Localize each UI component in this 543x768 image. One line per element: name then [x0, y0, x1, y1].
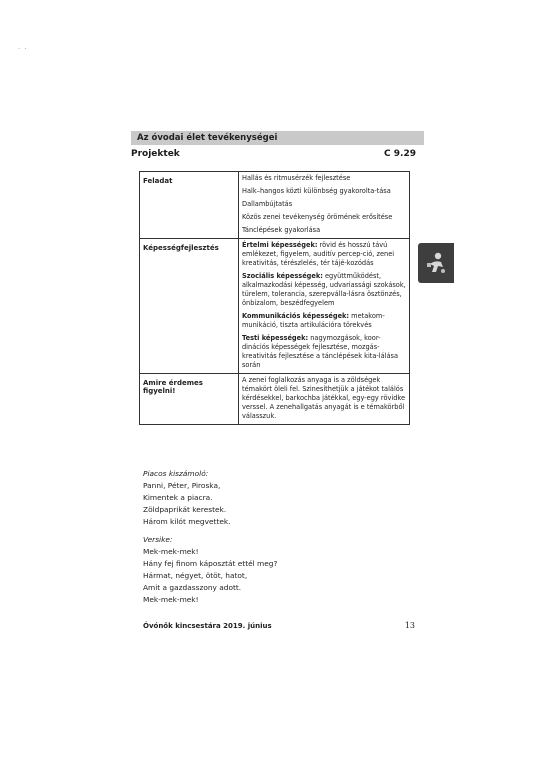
- poem-block: [143, 534, 403, 606]
- rhyme-line: Zöldpaprikát kerestek.: [143, 505, 227, 514]
- table-row-feladat: [140, 172, 410, 239]
- corner-mark: · ·: [18, 45, 28, 53]
- item-text: együttműködést, alkalmazkodási képesség, udvariassági szokások, türelem, tolerancia, szerepválla-lásra ösztönzés, önbizalom, beszédfegyelem: [242, 272, 406, 307]
- poem-line: Hármat, négyet, ötöt, hatot,: [143, 571, 248, 580]
- list-item: [242, 272, 406, 308]
- list-item: [242, 334, 406, 370]
- list-item: Dallambújtatás: [242, 200, 293, 208]
- rhyme-line: Három kilót megvettek.: [143, 517, 231, 526]
- list-item: Hallás és ritmusérzék fejlesztése: [242, 174, 351, 182]
- side-tab: [418, 243, 454, 283]
- rhyme-block: [143, 468, 403, 528]
- publication-title: Óvónők kincsestára 2019. június: [143, 622, 272, 630]
- section-title-bar: Az óvodai élet tevékenységei: [131, 131, 424, 145]
- subtitle: Projektek: [131, 149, 180, 159]
- row-label: Képességfejlesztés: [140, 239, 239, 374]
- list-item: Halk–hangos közti különbség gyakorolta-tása: [242, 187, 391, 195]
- item-text: metakom-munikáció, tiszta artikulációra törekvés: [242, 312, 385, 329]
- list-item: [242, 241, 406, 268]
- page-number: 13: [404, 621, 415, 630]
- poem-line: Amit a gazdasszony adott.: [143, 583, 242, 592]
- page-footer: [143, 622, 415, 630]
- row-content: [239, 239, 410, 374]
- item-heading: Kommunikációs képességek:: [242, 312, 350, 320]
- rhymes-section: [143, 468, 403, 612]
- section-code: C 9.29: [384, 149, 416, 159]
- poem-title: Versike:: [143, 535, 173, 544]
- poem-line: Hány fej finom káposztát ettél meg?: [143, 559, 278, 568]
- item-text: nagymozgások, koor-dinációs képességek fejlesztése, mozgás-kreativitás fejlesztése a tánclépések kita-lálása során: [242, 334, 398, 369]
- row-label: Amire érdemes figyelni!: [140, 374, 239, 425]
- child-playing-icon: [426, 251, 446, 275]
- table-row-amire: [140, 374, 410, 425]
- list-item: [242, 312, 406, 330]
- project-table: [139, 171, 410, 425]
- rhyme-title: Piacos kiszámoló:: [143, 469, 209, 478]
- subtitle-row: [131, 147, 424, 161]
- list-item: Tánclépések gyakorlása: [242, 226, 321, 234]
- poem-line: Mek-mek-mek!: [143, 547, 199, 556]
- item-heading: Testi képességek:: [242, 334, 309, 342]
- row-label: Feladat: [140, 172, 239, 239]
- rhyme-line: Kimentek a piacra.: [143, 493, 213, 502]
- poem-line: Mek-mek-mek!: [143, 595, 199, 604]
- rhyme-line: Panni, Péter, Piroska,: [143, 481, 221, 490]
- row-content: [239, 172, 410, 239]
- item-text: rövid és hosszú távú emlékezet, figyelem, auditív percep-ció, zenei kreativitás, térészlelés, tér tájé-kozódás: [242, 241, 395, 267]
- table-row-kepesseg: [140, 239, 410, 374]
- row-content: [239, 374, 410, 425]
- list-item: Közös zenei tevékenység örömének erősítése: [242, 213, 393, 221]
- item-heading: Szociális képességek:: [242, 272, 323, 280]
- note-text: A zenei foglalkozás anyaga is a zöldségek témakört öleli fel. Szinesíthetjük a játékot találós kérdésekkel, barkochba játékkal, egy-egy rövidke verssel. A zenehallgatás anyagát is e témakörből válasszuk.: [242, 376, 406, 420]
- item-heading: Értelmi képességek:: [242, 241, 318, 249]
